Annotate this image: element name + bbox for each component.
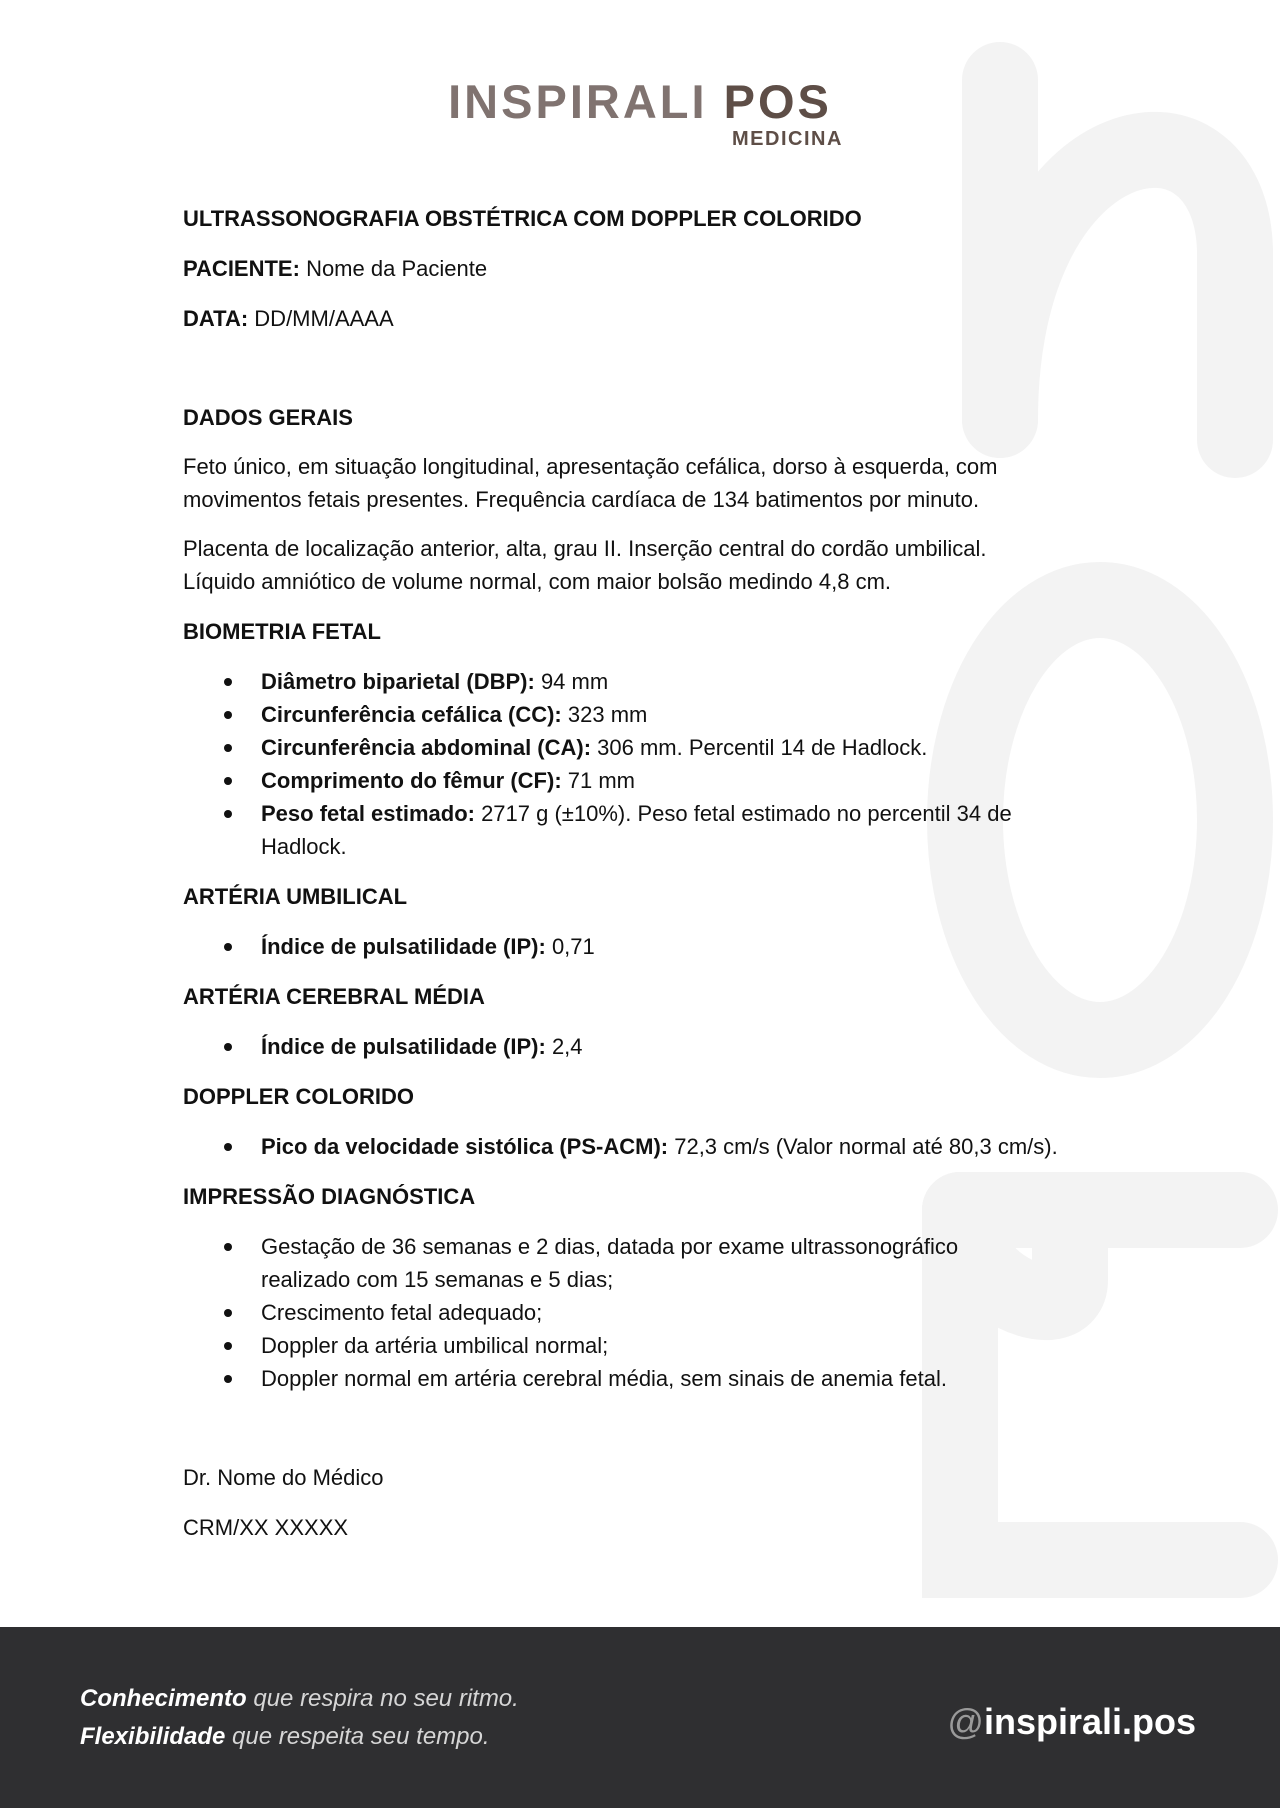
item-label: Peso fetal estimado:: [261, 801, 475, 826]
section-heading-cerebral: ARTÉRIA CEREBRAL MÉDIA: [183, 984, 485, 1009]
list-item: [183, 1030, 1103, 1063]
item-value: 72,3 cm/s (Valor normal até 80,3 cm/s).: [668, 1134, 1058, 1159]
brand-logo: [0, 75, 1280, 150]
doctor-name: Dr. Nome do Médico: [183, 1465, 384, 1490]
list-item: [183, 1362, 1103, 1395]
item-value: 94 mm: [534, 669, 609, 694]
tagline-bold: Conhecimento: [80, 1685, 247, 1712]
patient-line: [183, 252, 1103, 285]
logo-brand-suffix: POS: [723, 75, 832, 128]
date-value: DD/MM/AAAA: [254, 306, 394, 331]
umbilical-list: [183, 930, 1103, 963]
item-value: 0,71: [545, 934, 595, 959]
logo-wordmark: [0, 76, 1280, 128]
item-value-continued: Hadlock.: [261, 834, 347, 859]
impression-list: [183, 1230, 1103, 1395]
doppler-list: [183, 1130, 1103, 1163]
item-value: 306 mm. Percentil 14 de Hadlock.: [591, 735, 928, 760]
item-label: Comprimento do fêmur (CF):: [261, 768, 562, 793]
list-item: [183, 731, 1103, 764]
item-value: 2,4: [545, 1034, 583, 1059]
list-item: [183, 1130, 1103, 1163]
section-heading-doppler: DOPPLER COLORIDO: [183, 1084, 415, 1109]
paragraph-line: Líquido amniótico de volume normal, com maior bolsão medindo 4,8 cm.: [183, 569, 892, 594]
item-label: Diâmetro biparietal (DBP):: [261, 669, 535, 694]
footer-banner: [0, 1627, 1280, 1808]
report-body: [183, 202, 1103, 1544]
item-text: Doppler da artéria umbilical normal;: [261, 1333, 609, 1358]
social-handle: [947, 1701, 1196, 1743]
item-text: Crescimento fetal adequado;: [261, 1300, 543, 1325]
general-paragraph-1: [183, 450, 1103, 516]
patient-label: PACIENTE:: [183, 256, 300, 281]
logo-name: INSPIRALI: [448, 75, 708, 128]
item-label: Circunferência cefálica (CC):: [261, 702, 562, 727]
tagline-bold: Flexibilidade: [80, 1723, 226, 1750]
date-line: [183, 302, 1103, 335]
section-heading-impression: IMPRESSÃO DIAGNÓSTICA: [183, 1184, 476, 1209]
list-item: [183, 764, 1103, 797]
list-item: [183, 1230, 1103, 1296]
at-sign: @: [947, 1701, 984, 1742]
item-value: 323 mm: [561, 702, 648, 727]
item-label: Circunferência abdominal (CA):: [261, 735, 592, 760]
section-heading-general: DADOS GERAIS: [183, 405, 353, 430]
item-value: 2717 g (±10%). Peso fetal estimado no percentil 34 de: [474, 801, 1012, 826]
list-item: [183, 797, 1103, 863]
list-item: [183, 1296, 1103, 1329]
date-label: DATA:: [183, 306, 249, 331]
tagline-rest: que respira no seu ritmo.: [246, 1685, 519, 1712]
item-label: Índice de pulsatilidade (IP):: [261, 934, 546, 959]
list-item: [183, 1329, 1103, 1362]
list-item: [183, 930, 1103, 963]
item-label: Índice de pulsatilidade (IP):: [261, 1034, 546, 1059]
handle-name: inspirali.pos: [983, 1701, 1196, 1742]
general-paragraph-2: [183, 532, 1103, 598]
report-title: ULTRASSONOGRAFIA OBSTÉTRICA COM DOPPLER COLORIDO: [183, 206, 862, 231]
list-item: [183, 698, 1103, 731]
doctor-crm: CRM/XX XXXXX: [183, 1515, 349, 1540]
patient-value: Nome da Paciente: [306, 256, 488, 281]
biometry-list: [183, 665, 1103, 863]
cerebral-list: [183, 1030, 1103, 1063]
paragraph-line: Placenta de localização anterior, alta, grau II. Inserção central do cordão umbilical.: [183, 536, 987, 561]
item-value: 71 mm: [561, 768, 636, 793]
footer-tagline-1: [80, 1685, 519, 1713]
item-label: Pico da velocidade sistólica (PS-ACM):: [261, 1134, 669, 1159]
item-text-continued: realizado com 15 semanas e 5 dias;: [261, 1267, 614, 1292]
tagline-rest: que respeita seu tempo.: [225, 1723, 490, 1750]
paragraph-line: Feto único, em situação longitudinal, apresentação cefálica, dorso à esquerda, com: [183, 454, 998, 479]
paragraph-line: movimentos fetais presentes. Frequência cardíaca de 134 batimentos por minuto.: [183, 487, 980, 512]
list-item: [183, 665, 1103, 698]
logo-subtitle: MEDICINA: [732, 128, 843, 150]
item-text: Doppler normal em artéria cerebral média, sem sinais de anemia fetal.: [261, 1366, 947, 1391]
footer-tagline-2: [80, 1723, 490, 1751]
section-heading-biometry: BIOMETRIA FETAL: [183, 619, 381, 644]
section-heading-umbilical: ARTÉRIA UMBILICAL: [183, 884, 408, 909]
item-text: Gestação de 36 semanas e 2 dias, datada por exame ultrassonográfico: [261, 1234, 959, 1259]
